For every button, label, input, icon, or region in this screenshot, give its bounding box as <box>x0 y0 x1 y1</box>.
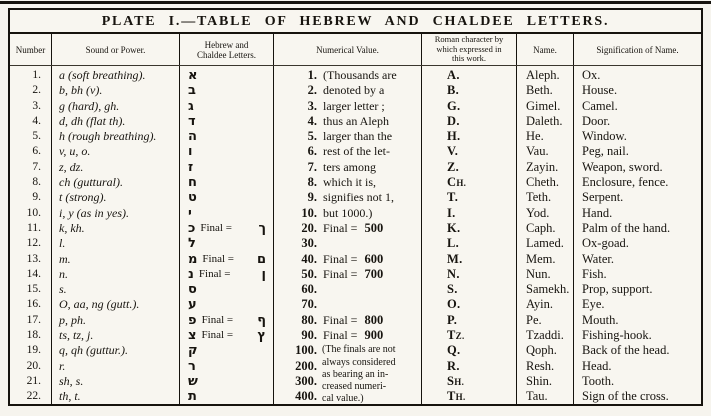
row-number: 15. <box>26 283 41 296</box>
sound-or-power: h (rough breathing). <box>59 129 157 144</box>
row-number: 22. <box>26 390 41 403</box>
numerical-note: but 1000.) <box>323 205 373 220</box>
roman-character-cell <box>422 267 516 282</box>
numerical-final-value: 600 <box>364 251 384 266</box>
letter-name: Caph. <box>526 220 556 235</box>
hebrew-letter-cell <box>180 236 273 251</box>
roman-character-smallcap: Z. <box>455 331 465 342</box>
signification: Fishing-hook. <box>582 328 652 343</box>
finals-note-text <box>322 343 396 404</box>
numerical-value-cell <box>274 68 421 83</box>
hebrew-letter: ד <box>188 113 196 129</box>
hebrew-letter-cell <box>180 374 273 389</box>
col-hebrew <box>180 66 274 404</box>
signification: Tooth. <box>582 373 615 388</box>
numerical-value: 60. <box>301 282 317 297</box>
hebrew-letter: ר <box>188 358 196 374</box>
roman-character: H. <box>447 129 461 144</box>
numerical-value-cell <box>274 114 421 129</box>
roman-character: A. <box>447 68 460 82</box>
numerical-value-cell <box>274 144 421 159</box>
final-equals-label: Final = <box>201 329 234 342</box>
col-numerical <box>274 66 422 404</box>
row-number: 11. <box>27 221 41 234</box>
hebrew-letter: נ <box>188 266 194 282</box>
numerical-value: 300. <box>295 373 317 388</box>
finals-note-line: cal value.) <box>322 393 364 404</box>
hebrew-final-letter: ף <box>257 312 266 328</box>
sound-or-power: r. <box>59 358 66 373</box>
numerical-value-cell <box>274 236 421 251</box>
roman-character-cell <box>422 297 516 312</box>
finals-note-line: as bearing an in- <box>322 368 389 380</box>
signification: Camel. <box>582 98 618 113</box>
hebrew-letter-cell <box>180 83 273 98</box>
header-numerical-label: Numerical Value. <box>316 44 379 55</box>
numerical-value: 4. <box>307 113 317 128</box>
sound-or-power: b, bh (v). <box>59 83 103 98</box>
numerical-value: 7. <box>307 159 317 174</box>
numerical-note: (Thousands are <box>323 68 397 82</box>
roman-character-cell <box>422 282 516 297</box>
roman-character: T <box>447 389 456 404</box>
hebrew-letter-cell <box>180 99 273 114</box>
hebrew-letter-cell <box>180 206 273 221</box>
roman-character: V. <box>447 144 459 159</box>
roman-character-cell <box>422 160 516 175</box>
hebrew-letter: ג <box>188 98 194 114</box>
signification: Palm of the hand. <box>582 220 671 235</box>
hebrew-letter-cell <box>180 313 273 328</box>
signification: Sign of the cross. <box>582 389 669 404</box>
letter-name: Lamed. <box>526 236 564 251</box>
numerical-value: 50. <box>301 266 317 281</box>
letter-name: Cheth. <box>526 175 559 190</box>
row-number: 18. <box>26 329 41 342</box>
numerical-value-cell <box>274 328 421 343</box>
numerical-value-cell <box>274 190 421 205</box>
header-roman-line2: which expressed in <box>436 43 502 54</box>
numerical-value-cell <box>274 175 421 190</box>
numerical-note: larger letter ; <box>323 98 385 113</box>
roman-character-smallcap: H. <box>456 178 467 189</box>
signification: Window. <box>582 129 627 144</box>
hebrew-letter-cell <box>180 160 273 175</box>
roman-character-cell <box>422 236 516 251</box>
letter-name: Pe. <box>526 312 542 327</box>
finals-note-line: always considered <box>322 356 396 368</box>
numerical-value: 8. <box>307 175 317 190</box>
numerical-value-cell <box>274 83 421 98</box>
numerical-value-cell <box>274 99 421 114</box>
numerical-note: signifies not 1, <box>323 190 394 205</box>
roman-character: B. <box>447 83 460 98</box>
numerical-value: 90. <box>301 328 317 343</box>
numerical-value-cell <box>274 160 421 175</box>
row-number: 1. <box>32 69 41 81</box>
hebrew-letter-cell <box>180 359 273 374</box>
sound-or-power: th, t. <box>59 389 81 404</box>
roman-character: G. <box>447 98 461 113</box>
header-hebrew <box>180 34 274 65</box>
plate-table <box>8 8 703 406</box>
hebrew-letter-cell <box>180 144 273 159</box>
numerical-note: which it is, <box>323 175 376 190</box>
col-roman <box>422 66 517 404</box>
row-number: 21. <box>26 374 41 387</box>
letter-name: Mem. <box>526 251 556 266</box>
page-top-rule <box>0 1 711 4</box>
roman-character-cell <box>422 221 516 236</box>
roman-character-cell <box>422 252 516 267</box>
roman-character: P. <box>447 312 458 327</box>
header-name <box>517 34 574 65</box>
roman-character: K. <box>447 220 461 235</box>
sound-or-power: s. <box>59 282 67 297</box>
hebrew-letter: ה <box>188 129 197 145</box>
letter-name: Teth. <box>526 190 552 205</box>
hebrew-letter-cell <box>180 343 273 358</box>
sound-or-power: ch (guttural). <box>59 175 123 190</box>
numerical-note: denoted by a <box>323 83 385 98</box>
letter-name: Tzaddi. <box>526 328 564 343</box>
finals-note-line: (The finals are not <box>322 344 396 356</box>
sound-or-power: sh, s. <box>59 373 84 388</box>
numerical-value: 5. <box>307 129 317 144</box>
numerical-note: rest of the let- <box>323 144 390 159</box>
sound-or-power: n. <box>59 266 68 281</box>
header-hebrew-line1: Hebrew and <box>204 39 249 50</box>
numerical-note: Final = <box>323 312 358 327</box>
numerical-note: Final = <box>323 251 358 266</box>
sound-or-power: d, dh (flat th). <box>59 113 126 128</box>
header-signification-label: Signification of Name. <box>596 44 679 55</box>
final-equals-label: Final = <box>198 267 231 280</box>
hebrew-letter: ק <box>188 343 198 359</box>
row-number: 7. <box>32 160 41 173</box>
sound-or-power: g (hard), gh. <box>59 98 120 113</box>
numerical-value: 40. <box>301 251 317 266</box>
hebrew-letter: ת <box>188 389 197 404</box>
numerical-note: thus an Aleph <box>323 113 389 128</box>
letter-name: Beth. <box>526 83 553 98</box>
hebrew-letter-cell <box>180 175 273 190</box>
roman-character-cell <box>422 359 516 374</box>
numerical-value-cell <box>274 297 421 312</box>
final-equals-label: Final = <box>200 221 232 234</box>
signification: Enclosure, fence. <box>582 175 669 190</box>
letter-name: Zayin. <box>526 159 559 174</box>
numerical-note: ters among <box>323 159 376 174</box>
sound-or-power: k, kh. <box>59 220 85 235</box>
hebrew-letter-cell <box>180 389 273 404</box>
hebrew-letter: ט <box>188 190 197 206</box>
row-number: 9. <box>32 191 41 204</box>
hebrew-letter: ב <box>188 83 196 99</box>
row-number: 16. <box>26 298 41 311</box>
roman-character-cell <box>422 83 516 98</box>
letter-name: He. <box>526 129 544 144</box>
numerical-value: 9. <box>307 190 317 205</box>
col-signification <box>574 66 701 404</box>
sound-or-power: q, qh (guttur.). <box>59 343 128 358</box>
numerical-value-cell <box>274 129 421 144</box>
header-signification <box>574 34 701 65</box>
hebrew-letter: פ <box>188 312 197 328</box>
roman-character-smallcap: H. <box>454 376 465 387</box>
row-number: 12. <box>26 237 41 250</box>
hebrew-letter-cell <box>180 297 273 312</box>
roman-character: I. <box>447 205 456 220</box>
roman-character: T. <box>447 190 459 205</box>
roman-character-cell <box>422 144 516 159</box>
col-name <box>517 66 574 404</box>
signification: Ox-goad. <box>582 236 629 251</box>
numerical-note: Final = <box>323 220 358 235</box>
header-roman <box>422 34 517 65</box>
roman-character-cell <box>422 389 516 404</box>
hebrew-letter: ח <box>188 175 197 191</box>
roman-character: Q. <box>447 343 461 358</box>
signification: Peg, nail. <box>582 144 629 159</box>
signification: Water. <box>582 251 614 266</box>
numerical-final-value: 500 <box>364 220 384 235</box>
row-number: 4. <box>32 114 41 127</box>
row-number: 6. <box>32 145 41 158</box>
header-hebrew-line2: Chaldee Letters. <box>197 49 256 60</box>
hebrew-letter: כ <box>188 220 196 236</box>
sound-or-power: O, aa, ng (gutt.). <box>59 297 140 312</box>
numerical-final-value: 900 <box>364 328 384 343</box>
roman-character: L. <box>447 236 460 251</box>
hebrew-letter: ע <box>188 297 197 313</box>
numerical-value: 100. <box>295 343 317 358</box>
signification: Head. <box>582 358 612 373</box>
roman-character-cell <box>422 68 516 83</box>
hebrew-letter-cell <box>180 68 273 83</box>
header-name-label: Name. <box>533 44 557 55</box>
numerical-note: Final = <box>323 328 358 343</box>
sound-or-power: v, u, o. <box>59 144 91 159</box>
letter-name: Yod. <box>526 205 550 220</box>
hebrew-letter: א <box>188 68 198 83</box>
signification: Door. <box>582 113 611 128</box>
col-sound <box>52 66 180 404</box>
row-number: 14. <box>26 267 41 280</box>
roman-character: N. <box>447 266 460 281</box>
sound-or-power: p, ph. <box>59 312 86 327</box>
numerical-value: 20. <box>301 220 317 235</box>
header-number-label: Number <box>15 44 46 55</box>
finals-note-block <box>274 343 421 404</box>
roman-character: S. <box>447 282 458 297</box>
signification: Mouth. <box>582 312 619 327</box>
roman-character: T <box>447 328 456 343</box>
finals-note-numbers <box>274 343 317 404</box>
hebrew-letter-cell <box>180 221 273 236</box>
roman-character-cell <box>422 190 516 205</box>
numerical-value: 200. <box>295 358 317 373</box>
letter-name: Qoph. <box>526 343 557 358</box>
roman-character: M. <box>447 251 463 266</box>
sound-or-power: z, dz. <box>59 159 84 174</box>
header-sound-label: Sound or Power. <box>85 44 146 55</box>
numerical-value-cell <box>274 313 421 328</box>
numerical-value: 80. <box>301 312 317 327</box>
numerical-value: 30. <box>301 236 317 251</box>
hebrew-letter-cell <box>180 114 273 129</box>
final-equals-label: Final = <box>202 252 234 265</box>
hebrew-final-letter: ץ <box>257 328 266 344</box>
roman-character-cell <box>422 313 516 328</box>
sound-or-power: ts, tz, j. <box>59 328 94 343</box>
numerical-note: Final = <box>323 266 358 281</box>
roman-character: C <box>447 175 457 190</box>
roman-character-cell <box>422 343 516 358</box>
letter-name: Aleph. <box>526 68 560 82</box>
roman-character-cell <box>422 99 516 114</box>
signification: Eye. <box>582 297 605 312</box>
row-number: 2. <box>32 84 41 97</box>
finals-note-line: creased numeri- <box>322 380 387 392</box>
hebrew-letter: ל <box>188 236 196 252</box>
signification: Back of the head. <box>582 343 670 358</box>
letter-name: Daleth. <box>526 113 563 128</box>
header-numerical <box>274 34 422 65</box>
row-number: 3. <box>32 99 41 112</box>
row-number: 19. <box>26 344 41 357</box>
letter-name: Nun. <box>526 266 551 281</box>
header-row <box>10 34 701 66</box>
numerical-value: 3. <box>307 98 317 113</box>
numerical-final-value: 700 <box>364 266 384 281</box>
hebrew-letter: ז <box>188 159 194 175</box>
roman-character-cell <box>422 374 516 389</box>
sound-or-power: i, y (as in yes). <box>59 205 129 220</box>
hebrew-letter: צ <box>188 328 197 344</box>
numerical-value: 10. <box>301 205 317 220</box>
roman-character-cell <box>422 129 516 144</box>
row-number: 17. <box>26 313 41 326</box>
numerical-value-cell <box>274 282 421 297</box>
roman-character: O. <box>447 297 461 312</box>
numerical-final-value: 800 <box>364 312 384 327</box>
hebrew-letter-cell <box>180 282 273 297</box>
signification: Serpent. <box>582 190 624 205</box>
signification: Ox. <box>582 68 601 82</box>
letter-name: Tau. <box>526 389 548 404</box>
numerical-value: 400. <box>295 389 317 404</box>
numerical-value-cell <box>274 221 421 236</box>
header-number <box>10 34 52 65</box>
plate-title: PLATE I.—TABLE OF HEBREW AND CHALDEE LETTERS. <box>10 10 701 34</box>
sound-or-power: t (strong). <box>59 190 107 205</box>
signification: Hand. <box>582 205 613 220</box>
header-roman-line1: Roman character by <box>434 34 504 45</box>
roman-character-cell <box>422 328 516 343</box>
roman-character-smallcap: H. <box>455 392 466 403</box>
hebrew-letter: ו <box>188 144 193 160</box>
final-equals-label: Final = <box>201 313 234 326</box>
numerical-value: 1. <box>307 68 317 82</box>
numerical-value: 6. <box>307 144 317 159</box>
hebrew-final-letter: ך <box>258 220 266 236</box>
roman-character: S <box>447 373 455 388</box>
numerical-value: 70. <box>301 297 317 312</box>
signification: Prop, support. <box>582 282 653 297</box>
header-roman-line3: this work. <box>452 53 486 64</box>
numerical-value-cell <box>274 252 421 267</box>
row-number: 8. <box>32 176 41 189</box>
letter-name: Samekh. <box>526 282 570 297</box>
table-body <box>10 66 701 404</box>
row-number: 5. <box>32 130 41 143</box>
signification: Fish. <box>582 266 607 281</box>
row-number: 20. <box>26 359 41 372</box>
letter-name: Vau. <box>526 144 549 159</box>
letter-name: Shin. <box>526 373 553 388</box>
letter-name: Resh. <box>526 358 555 373</box>
hebrew-letter: ס <box>188 282 197 298</box>
sound-or-power: m. <box>59 251 71 266</box>
roman-character: R. <box>447 358 460 373</box>
roman-character-cell <box>422 175 516 190</box>
numerical-value-cell <box>274 206 421 221</box>
signification: House. <box>582 83 618 98</box>
roman-character: D. <box>447 113 460 128</box>
roman-character-cell <box>422 114 516 129</box>
hebrew-letter: מ <box>188 251 198 267</box>
signification: Weapon, sword. <box>582 159 663 174</box>
numerical-value-cell <box>274 267 421 282</box>
numerical-value: 2. <box>307 83 317 98</box>
numerical-note: larger than the <box>323 129 393 144</box>
hebrew-letter-cell <box>180 267 273 282</box>
roman-character: Z. <box>447 159 460 174</box>
sound-or-power: l. <box>59 236 66 251</box>
hebrew-final-letter: ם <box>256 251 266 267</box>
col-number <box>10 66 52 404</box>
letter-name: Ayin. <box>526 297 553 312</box>
hebrew-letter-cell <box>180 129 273 144</box>
row-number: 13. <box>26 252 41 265</box>
hebrew-letter: ש <box>188 373 198 389</box>
row-number: 10. <box>26 206 41 219</box>
hebrew-letter-cell <box>180 328 273 343</box>
hebrew-letter-cell <box>180 252 273 267</box>
hebrew-letter-cell <box>180 190 273 205</box>
roman-character-cell <box>422 206 516 221</box>
sound-or-power: a (soft breathing). <box>59 68 146 82</box>
hebrew-final-letter: ן <box>261 266 266 282</box>
header-sound <box>52 34 180 65</box>
hebrew-letter: י <box>188 205 192 221</box>
letter-name: Gimel. <box>526 98 561 113</box>
